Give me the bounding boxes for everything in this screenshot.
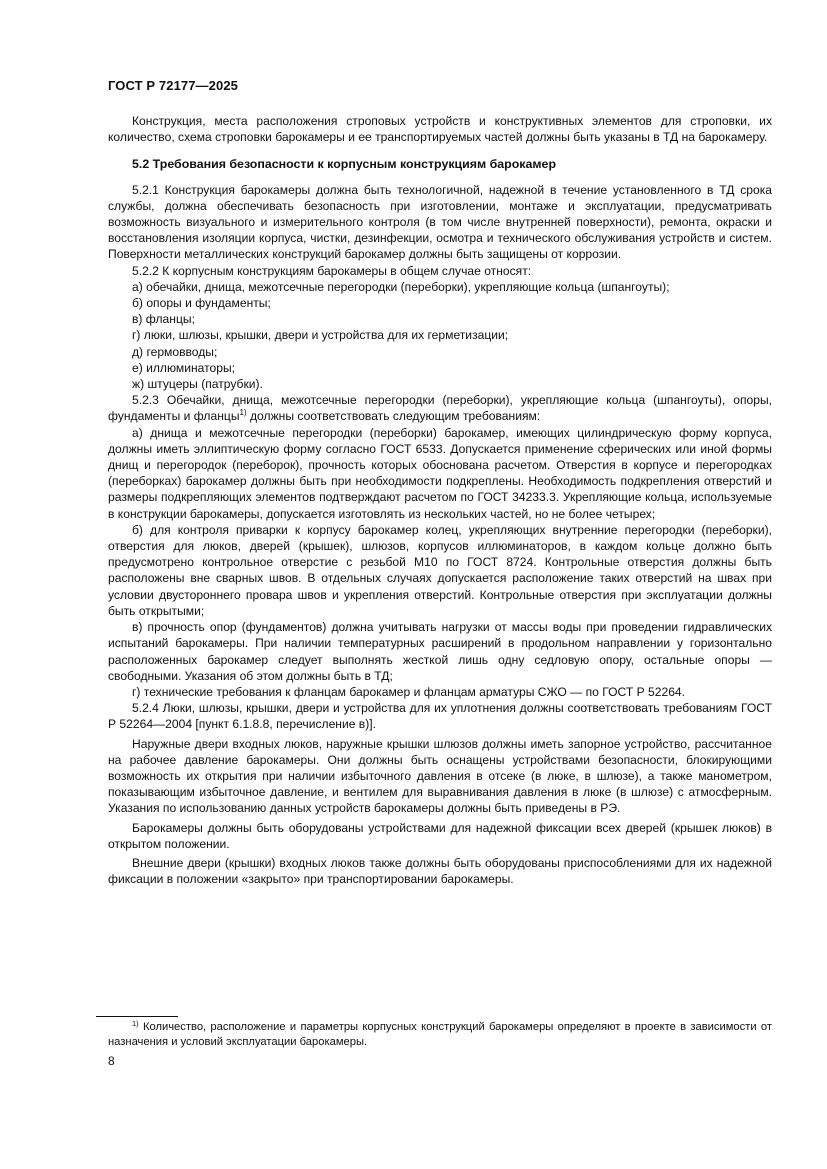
list-item-b: б) опоры и фундаменты; [132,296,271,311]
paragraph-doors: Наружные двери входных люков, наружные крышки шлюзов должны иметь запорное устройство, рассчитанное на рабочее давление барокамеры. Они должны быть оснащены устройствами безопасности, блокирующими возможность их открытия при наличии избыточного давления в отсеке (в люке, в шлюзе), а также манометром, показывающим избыточное давление, и вентилем для выравнивания давления в люке (в шлюзе) с атмосферным. Указания по использованию данных устройств барокамеры должны быть приведены в РЭ. [108,736,772,816]
document-code-header: ГОСТ Р 72177—2025 [108,78,238,93]
clause-5-2-1: 5.2.1 Конструкция барокамеры должна быть технологичной, надежной в течение установленного в ТД срока службы, должна обеспечивать безопасность при изготовлении, монтаже и эксплуатации, предусматривать возможность визуального и измерительного контроля (в том числе внутренней поверхности), ремонта, окраски и восстановления изоляции корпуса, чистки, дезинфекции, осмотра и технического обслуживания устройств и систем. Поверхности металлических конструкций барокамер должны быть защищены от коррозии. [108,182,772,262]
requirement-a: а) днища и межотсечные перегородки (переборки) барокамер, имеющих цилиндрическую форму корпуса, должны иметь эллиптическую форму согласно ГОСТ 6533. Допускается применение сферических или иной формы днищ и перегородок (переборок), прочность которых обоснована расчетом. Отверстия в корпусе и перегородках (переборках) барокамер должны быть при необходимости подкреплены. Необходимость подкрепления отверстий и размеры подкрепляющих элементов подтверждают расчетом по ГОСТ 34233.3. Укрепляющие кольца, используемые в конструкции барокамеры, допускается изготовлять из нескольких частей, но не более четырех; [108,425,772,521]
list-item-e: е) иллюминаторы; [132,360,236,375]
requirement-b: б) для контроля приварки к корпусу барокамер колец, укрепляющих внутренние перегородки (переборки), отверстия для люков, дверей (крышек), шлюзов, корпусов иллюминаторов, в каждом кольце должно быть предусмотрено контрольное отверстие с резьбой М10 по ГОСТ 8724. Контрольные отверстия должны быть расположены вне сварных швов. В отдельных случаях допускается расположение таких отверстий на швах при условии двустороннего провара швов и укрепления отверстий. Контрольные отверстия при эксплуатации должны быть открытыми; [108,522,772,618]
section-heading: 5.2 Требования безопасности к корпусным конструкциям барокамер [132,157,557,172]
footnote-mark: 1) [132,1019,139,1028]
clause-5-2-2: 5.2.2 К корпусным конструкциям барокамеры в общем случае относят: [132,263,532,278]
list-item-v: в) фланцы; [132,312,195,327]
requirement-v: в) прочность опор (фундаментов) должна учитывать нагрузки от массы воды при проведении гидравлических испытаний барокамеры. При наличии температурных расширений в продольном направлении у горизонтально расположенных барокамер следует выполнять жесткой лишь одну седловую опору, остальные опоры — свободными. Указания об этом должны быть в ТД; [108,620,772,683]
intro-paragraph: Конструкция, места расположения строповых устройств и конструктивных элементов для строповки, их количество, схема строповки барокамеры и ее транспортируемых частей должны быть указаны в ТД на барокамеру. [108,114,772,145]
clause-5-2-4: 5.2.4 Люки, шлюзы, крышки, двери и устройства для их уплотнения должны соответствовать требованиям ГОСТ Р 52264—2004 [пункт 6.1.8.8, перечисление в)]. [108,701,772,732]
clause-5-2-3-text: 5.2.3 Обечайки, днища, межотсечные перегородки (переборки), укрепляющие кольца (шпангоуты), опоры, фундаменты и фланцы [108,393,772,424]
requirement-g: г) технические требования к фланцам барокамер и фланцам арматуры СЖО — по ГОСТ Р 52264. [132,684,686,699]
footnote-reference: 1) [239,408,247,418]
clause-5-2-3-text-end: должны соответствовать следующим требованиям: [246,409,541,424]
main-text [108,113,772,887]
page-number: 8 [108,1054,115,1068]
paragraph-fixation-open: Барокамеры должны быть оборудованы устройствами для надежной фиксации всех дверей (крышек люков) в открытом положении. [108,820,772,851]
footnote [108,1020,772,1050]
footnote-text: Количество, расположение и параметры корпусных конструкций барокамеры определяют в проекте в зависимости от назначения и условий эксплуатации барокамеры. [108,1021,772,1048]
list-item-g: г) люки, шлюзы, крышки, двери и устройства для их герметизации; [132,328,509,343]
paragraph-fixation-closed: Внешние двери (крышки) входных люков также должны быть оборудованы приспособлениями для их надежной фиксации в положении «закрыто» при транспортировании барокамеры. [108,855,772,887]
list-item-a: а) обечайки, днища, межотсечные перегородки (переборки), укрепляющие кольца (шпангоуты); [132,279,670,294]
clause-5-2-3 [108,392,772,424]
footnote-divider [96,1016,178,1017]
list-item-zh: ж) штуцеры (патрубки). [132,377,263,392]
list-item-d: д) гермовводы; [132,344,218,359]
